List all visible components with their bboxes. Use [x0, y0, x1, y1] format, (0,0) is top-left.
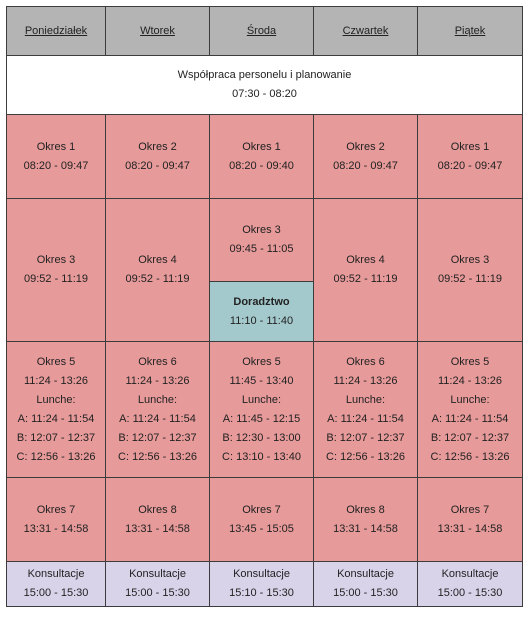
- lunch-label: Lunche:: [450, 393, 490, 406]
- lunch-b: B: 12:07 - 12:37: [118, 431, 197, 444]
- period-name: Okres 3: [36, 254, 76, 266]
- lunch-c: C: 12:56 - 13:26: [16, 450, 96, 463]
- period-name: Okres 2: [346, 140, 385, 153]
- period-time: 09:52 - 11:19: [23, 273, 88, 285]
- consultation-time: 15:10 - 15:30: [229, 587, 294, 599]
- period-time: 08:20 - 09:47: [23, 159, 89, 172]
- lunch-period-cell: [105, 341, 210, 478]
- lunch-label: Lunche:: [241, 393, 282, 406]
- lunch-b: B: 12:07 - 12:37: [16, 431, 96, 444]
- lunch-label: Lunche:: [36, 393, 76, 406]
- header-friday[interactable]: [417, 6, 523, 56]
- header-label: Piątek: [454, 24, 486, 37]
- period-name: Okres 1: [242, 140, 281, 153]
- period-name: Okres 7: [242, 503, 281, 516]
- lunch-label: Lunche:: [137, 393, 178, 406]
- period-time: 11:45 - 13:40: [229, 374, 294, 387]
- advisory-name: Doradztwo: [233, 295, 290, 308]
- period-time: 13:31 - 14:58: [23, 522, 89, 535]
- period-time: 13:31 - 14:58: [437, 522, 503, 535]
- period-time: 08:20 - 09:47: [125, 159, 190, 172]
- period-time: 13:31 - 14:58: [333, 522, 398, 535]
- period-time: 09:52 - 11:19: [125, 273, 190, 285]
- consultation-cell: [313, 561, 418, 607]
- period-name: Okres 6: [346, 355, 385, 368]
- staff-time: 07:30 - 08:20: [232, 88, 297, 100]
- lunch-b: B: 12:07 - 12:37: [326, 431, 405, 444]
- period-cell: [6, 198, 106, 342]
- consultation-time: 15:00 - 15:30: [125, 587, 190, 599]
- header-tuesday[interactable]: [105, 6, 210, 56]
- header-label: Wtorek: [140, 24, 175, 37]
- header-thursday[interactable]: [313, 6, 418, 56]
- period-cell: [209, 477, 314, 562]
- period-name: Okres 6: [138, 355, 177, 368]
- consultation-name: Konsultacje: [27, 568, 85, 580]
- lunch-a: A: 11:24 - 11:54: [119, 412, 196, 425]
- period-name: Okres 5: [242, 355, 281, 368]
- period-name: Okres 7: [450, 503, 490, 516]
- period-name: Okres 3: [450, 254, 490, 266]
- period-cell: [313, 477, 418, 562]
- period-time: 09:52 - 11:19: [333, 273, 398, 285]
- period-cell: [313, 114, 418, 199]
- period-name: Okres 8: [346, 503, 385, 516]
- schedule-table: [6, 6, 523, 607]
- lunch-period-cell: [313, 341, 418, 478]
- consultation-cell: [209, 561, 314, 607]
- lunch-b: B: 12:07 - 12:37: [430, 431, 510, 444]
- period-cell: [417, 477, 523, 562]
- period-cell: [105, 477, 210, 562]
- period-name: Okres 5: [36, 355, 76, 368]
- consultation-time: 15:00 - 15:30: [333, 587, 398, 599]
- consultation-cell: [105, 561, 210, 607]
- period-time: 08:20 - 09:47: [437, 159, 503, 172]
- lunch-label: Lunche:: [345, 393, 386, 406]
- period-name: Okres 4: [346, 254, 385, 266]
- staff-collaboration-block: [6, 55, 523, 115]
- lunch-c: C: 12:56 - 13:26: [326, 450, 405, 463]
- period-cell: [105, 114, 210, 199]
- header-label: Środa: [246, 24, 277, 37]
- lunch-period-cell: [6, 341, 106, 478]
- period-cell: [209, 198, 314, 282]
- staff-title: Współpraca personelu i planowanie: [177, 69, 352, 81]
- consultation-name: Konsultacje: [441, 568, 499, 580]
- consultation-name: Konsultacje: [233, 568, 290, 580]
- period-cell: [6, 477, 106, 562]
- lunch-c: C: 12:56 - 13:26: [430, 450, 510, 463]
- period-time: 13:45 - 15:05: [229, 522, 294, 535]
- lunch-b: B: 12:30 - 13:00: [222, 431, 301, 444]
- lunch-a: A: 11:24 - 11:54: [17, 412, 95, 425]
- lunch-a: A: 11:24 - 11:54: [431, 412, 509, 425]
- header-monday[interactable]: [6, 6, 106, 56]
- advisory-time: 11:10 - 11:40: [229, 314, 294, 327]
- period-time: 11:24 - 13:26: [125, 374, 190, 387]
- lunch-period-cell: [209, 341, 314, 478]
- period-time: 09:52 - 11:19: [437, 273, 502, 285]
- period-cell: [313, 198, 418, 342]
- period-name: Okres 1: [450, 140, 490, 153]
- period-cell: [6, 114, 106, 199]
- lunch-period-cell: [417, 341, 523, 478]
- period-name: Okres 8: [138, 503, 177, 516]
- consultation-time: 15:00 - 15:30: [437, 587, 503, 599]
- period-name: Okres 3: [242, 224, 281, 236]
- period-name: Okres 1: [36, 140, 76, 153]
- consultation-name: Konsultacje: [337, 568, 394, 580]
- period-time: 08:20 - 09:40: [229, 159, 294, 172]
- period-time: 09:45 - 11:05: [229, 243, 294, 255]
- lunch-c: C: 12:56 - 13:26: [118, 450, 197, 463]
- header-wednesday[interactable]: [209, 6, 314, 56]
- header-label: Czwartek: [342, 24, 389, 37]
- lunch-a: A: 11:45 - 12:15: [222, 412, 301, 425]
- consultation-name: Konsultacje: [129, 568, 186, 580]
- period-name: Okres 5: [450, 355, 490, 368]
- period-cell: [105, 198, 210, 342]
- consultation-cell: [6, 561, 106, 607]
- period-time: 08:20 - 09:47: [333, 159, 398, 172]
- period-name: Okres 4: [138, 254, 177, 266]
- period-cell: [209, 114, 314, 199]
- period-name: Okres 2: [138, 140, 177, 153]
- consultation-cell: [417, 561, 523, 607]
- period-cell: [417, 198, 523, 342]
- period-time: 11:24 - 13:26: [333, 374, 398, 387]
- period-name: Okres 7: [36, 503, 76, 516]
- lunch-a: A: 11:24 - 11:54: [327, 412, 404, 425]
- period-time: 11:24 - 13:26: [437, 374, 502, 387]
- advisory-cell: [209, 281, 314, 342]
- header-label: Poniedziałek: [24, 24, 88, 37]
- period-cell: [417, 114, 523, 199]
- period-time: 13:31 - 14:58: [125, 522, 190, 535]
- consultation-time: 15:00 - 15:30: [23, 587, 89, 599]
- lunch-c: C: 13:10 - 13:40: [222, 450, 301, 463]
- period-time: 11:24 - 13:26: [23, 374, 88, 387]
